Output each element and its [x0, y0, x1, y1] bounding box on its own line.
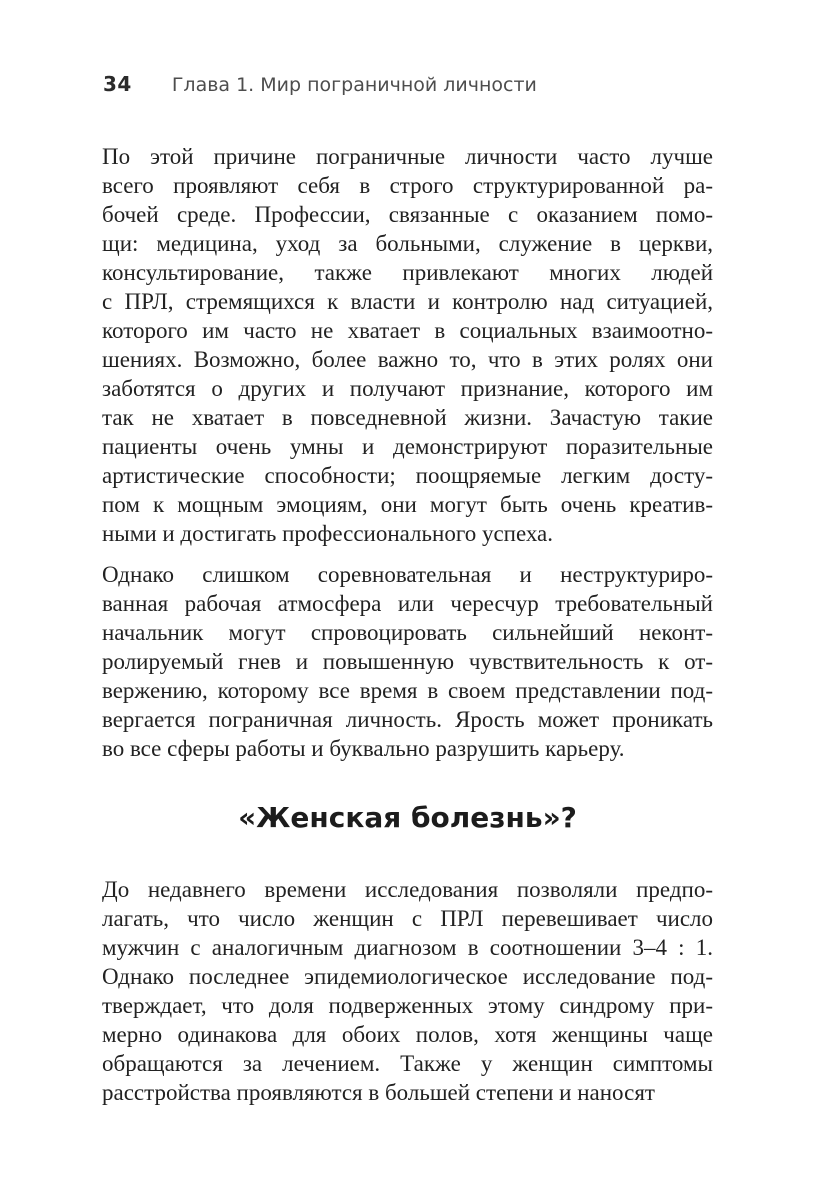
text-line: во все сферы работы и буквально разрушить карьеру.: [102, 736, 625, 761]
text-line: вергается пограничная личность. Ярость может проникать: [102, 707, 713, 732]
text-line: всего проявляют себя в строго структурированной ра-: [102, 173, 713, 198]
text-line: обращаются за лечением. Также у женщин симптомы: [102, 1051, 713, 1076]
text-line: так не хватает в повседневной жизни. Зачастую такие: [102, 405, 713, 430]
text-line: Однако последнее эпидемиологическое исследование под-: [102, 964, 713, 989]
text-line: бочей среде. Профессии, связанные с оказанием помо-: [102, 202, 713, 227]
text-line: мужчин с аналогичным диагнозом в соотношении 3–4 : 1.: [102, 935, 713, 960]
paragraph-gender-ratio: [102, 875, 713, 1107]
paragraph-work-environment: [102, 142, 713, 548]
text-line: артистические способности; поощряемые легким досту-: [102, 463, 713, 488]
text-line: пом к мощным эмоциям, они могут быть очень креатив-: [102, 492, 713, 517]
text-line: расстройства проявляются в большей степени и наносят: [102, 1080, 655, 1105]
page-header: [103, 72, 717, 96]
text-line: щи: медицина, уход за больными, служение в церкви,: [102, 231, 713, 256]
text-line: заботятся о других и получают признание, которого им: [102, 376, 713, 401]
text-line: пациенты очень умны и демонстрируют поразительные: [102, 434, 713, 459]
text-line: тверждает, что доля подверженных этому синдрому при-: [102, 993, 713, 1018]
section-heading: «Женская болезнь»?: [238, 801, 577, 834]
text-line: мерно одинакова для обоих полов, хотя женщины чаще: [102, 1022, 713, 1047]
text-line: Однако слишком соревновательная и неструктуриро-: [102, 562, 713, 587]
paragraph-rage-career: [102, 560, 713, 763]
text-line: начальник могут спровоцировать сильнейший неконт-: [102, 620, 713, 645]
body-text: [102, 142, 713, 1119]
text-line: которого им часто не хватает в социальных взаимоотно-: [102, 318, 713, 343]
text-line: лагать, что число женщин с ПРЛ перевешивает число: [102, 906, 713, 931]
text-line: По этой причине пограничные личности часто лучше: [102, 144, 713, 169]
text-line: ными и достигать профессионального успеха.: [102, 521, 554, 546]
text-line: вержению, которому все время в своем представлении под-: [102, 678, 713, 703]
text-line: консультирование, также привлекают многих людей: [102, 260, 713, 285]
text-line: ванная рабочая атмосфера или чересчур требовательный: [102, 591, 713, 616]
running-title: Глава 1. Мир пограничной личности: [171, 74, 537, 96]
text-line: шениях. Возможно, более важно то, что в этих ролях они: [102, 347, 713, 372]
text-line: До недавнего времени исследования позволяли предпо-: [102, 877, 713, 902]
text-line: ролируемый гнев и повышенную чувствительность к от-: [102, 649, 713, 674]
text-line: с ПРЛ, стремящихся к власти и контролю над ситуацией,: [102, 289, 713, 314]
page-number: 34: [103, 72, 132, 96]
